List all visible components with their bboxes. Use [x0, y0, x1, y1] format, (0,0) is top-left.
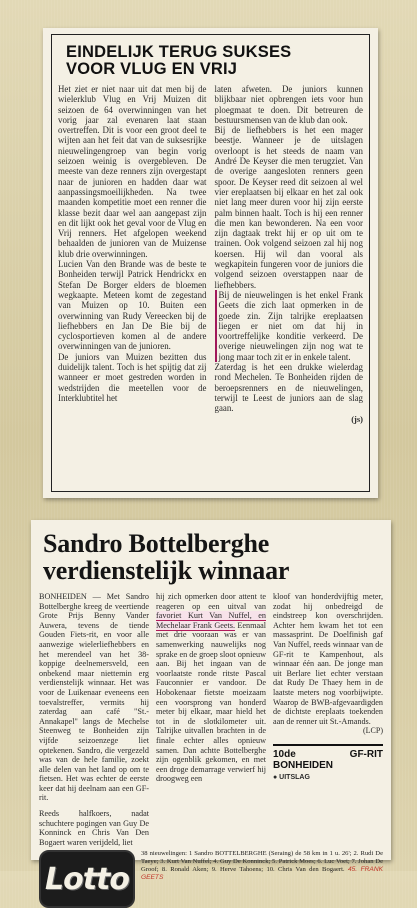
article-column-2	[215, 84, 364, 424]
marked-paragraph: Bij de nieuwelingen is het enkel Frank Geets die zich laat opmerken in de goede zin. Zijn talrijke ereplaatsen liegen er niet om dat hij in voortreffelijke konditie verkeerd. De overige nieuwelingen zijn nog wat te jong maar toch zit er in enkele talent.	[215, 290, 364, 362]
paragraph: De juniors van Muizen bezitten dus duidelijk talent. Toch is het spijtig dat zij wanneer er moet gestreden worden in wedstrijden die meetellen voor de Interklubtitel het	[58, 351, 207, 403]
article-column-1	[58, 84, 207, 424]
article-columns	[58, 84, 363, 424]
paragraph: BONHEIDEN — Met Sandro Bottelberghe kreeg de veertiende Grote Prijs Benny Vander Auwera, tevens de tiende Gouden Fiets-rit, en voor alle aanwezige wielerliefhebbers en het merendeel van het 38-koppige deelnemersveld, een onbekend maar niettemin erg verdienstelijk winnaar. Het was voor de Luikenaar eveneens een toevalstreffer, vermits hij zaterdag aan café "St.-Annakapel" langs de Mechelse Steenweg te Bonheiden zijn vijfde seizoenzege liet optekenen. Sandro, die vergezeld was van de hele familie, zoekt alle delen van het land op om te fietsen. Het was echter de eerste keer dat hij deelnam aan een GF-rit.	[39, 592, 149, 803]
results-title: 10de GF-RIT BONHEIDEN	[273, 748, 383, 771]
text-span: Eenmaal met drie vooraan was er van samenwerking nauwelijks nog sprake en de groep sloot opnieuw aan. Bij het ingaan van de voorlaatste ronde ritste Pascal Fauconnier er vandoor. De Hobokenaar fietste moeizaam een voorsprong van honderd meter bij elkaar, maar hield het tot in de slotkilometer uit. Talrijke uitvallen brachten in de finale echter alles opnieuw samen. Dan achtte Bottelberghe zijn ogenblik gekomen, en met een droge demarrage verwierf hij droogweg een	[156, 620, 266, 784]
results-list: 38 nieuwelingen: 1 Sandro BOTTELBERGHE (Seraing) de 58 km in 1 u. 26'; 2. Rudi De Taeye; 3. Kurt Van Nuffel; 4. Guy De Konninck; 5. Patrick Moes; 6. Luc Voet; 7. Johan De Groof; 8. Ronald Aken; 9. Herve Tahoens; 10. Chris Van den Bogaert.	[141, 850, 383, 874]
article-headline	[66, 44, 363, 78]
paragraph: Het ziet er niet naar uit dat men bij de wielerklub Vlug en Vrij Muizen dit seizoen de 64 overwinningen van het vorig jaar zal evenaren laat staan overtreffen. Dit is voor een groot deel te wijten aan het feit dat van de suksesrijke nieuwelingengroep van begin vorig seizoen weinig is overgebleven. De meeste van deze renners zijn overgestapt naar de junioren en hadden daar wat aanpassingsmoeilijkheden. Na twee maanden kompetitie moet een renner die klasse bezit daar wel aan aangepast zijn en dit lijkt ook het geval voor de Vlug en Vrij renners. Het afgelopen weekend behaalden de junioren van de Muizense klub drie overwinningen.	[58, 84, 207, 259]
article-clipping-vlug-en-vrij	[43, 28, 378, 498]
paragraph: Zaterdag is het een drukke wielerdag rond Mechelen. Te Bonheiden rijden de beroepsrenners en de nieuwelingen, terwijl te Leest de juniors aan de slag gaan.	[214, 362, 363, 414]
headline-line-2: VOOR VLUG EN VRIJ	[66, 60, 238, 78]
author-credit: (LCP)	[363, 726, 383, 736]
paragraph: Lucien Van den Brande was de beste te Bonheiden terwijl Patrick Hendrickx en Stefan De Borger elders de bloemen wegkaapte. Meteen komt de zegestand van Muizen op 10. Buiten een overwinning van Rudy Vereecken bij de liefhebbers en Jan De Bie bij de cyclosportieven komen al de andere overwinningen van de junioren.	[58, 259, 207, 352]
headline-line-1: EINDELIJK TERUG SUKSES	[66, 43, 292, 61]
headline-line-2: verdienstelijk winnaar	[43, 556, 290, 585]
paragraph: laten afweten. De juniors kunnen blijkbaar niet opbrengen iets voor hun ploegmaat te doen. Dit betreuren de bestuursmensen van de klub dan ook.	[214, 84, 363, 125]
lotto-logo	[39, 850, 135, 908]
text-span: hij zich opmerken door attent te reageren op een uitval van	[156, 592, 266, 611]
headline-line-1: Sandro Bottelberghe	[43, 529, 270, 558]
highlighted-text: favoriet Kurt Van Nuffel, en Mechelaar Frank Geets.	[156, 611, 266, 630]
article-column-1	[39, 592, 149, 847]
paragraph: kloof van honderdvijftig meter, zodat hij onbedreigd de eindstreep kon overschrijden. Achter hem kwam het tot een massasprint. De Doelfinish gaf Van Nuffel, reeds winnaar van de GF-rit te Kampenhout, als winnaar één aan. De jonge man uit Berlare liet echter verstaan dat Rudy De Thaey hem in de laatste meters nog voorbijwipte. Waarop de BWB-afgevaardigden de dichtste ereplaats toekenden aan de renner uit St.-Amands.	[273, 592, 383, 726]
paragraph: Reeds halfkoers, nadat schuchtere pogingen van Guy De Konninck en Chris Van Den Bogaert waren verijdeld, liet	[39, 809, 149, 847]
divider	[273, 744, 383, 746]
handwritten-annotation: 45. FRANK GEETS	[141, 866, 383, 882]
lotto-logo-text: Lotto	[44, 861, 130, 897]
paragraph: Bij de liefhebbers is het een mager beestje. Wanneer je de uitslagen overloopt is het steeds de naam van André De Keyser die men terugziet. Van de overige aangesloten renners geen spoor. De Keyser reed dit seizoen al wel vier ereplaatsen bij elkaar en het zal ook niet lang meer duren voor hij zijn eerste palm binnen haalt. Toch is hij een renner die men kan bewonderen. Na een voor zijn dagtaak trekt hij er op uit om te trainen. Ook volgend seizoen zal hij nog koersen. Hij wil dan vooral als wegkapitein fungeren voor de juniors die volgend seizoen overstappen naar de liefhebbers.	[214, 125, 363, 290]
article-headline	[43, 530, 383, 584]
results-tag: ● UITSLAG	[273, 773, 310, 781]
results-box	[39, 850, 383, 908]
article-columns	[39, 592, 383, 847]
article-frame	[51, 34, 370, 492]
author-signature: (js)	[351, 413, 363, 424]
results-text	[141, 850, 383, 908]
article-column-3	[273, 592, 383, 847]
article-column-2	[156, 592, 266, 847]
paragraph	[156, 592, 266, 784]
article-clipping-bottelberghe	[31, 520, 391, 897]
